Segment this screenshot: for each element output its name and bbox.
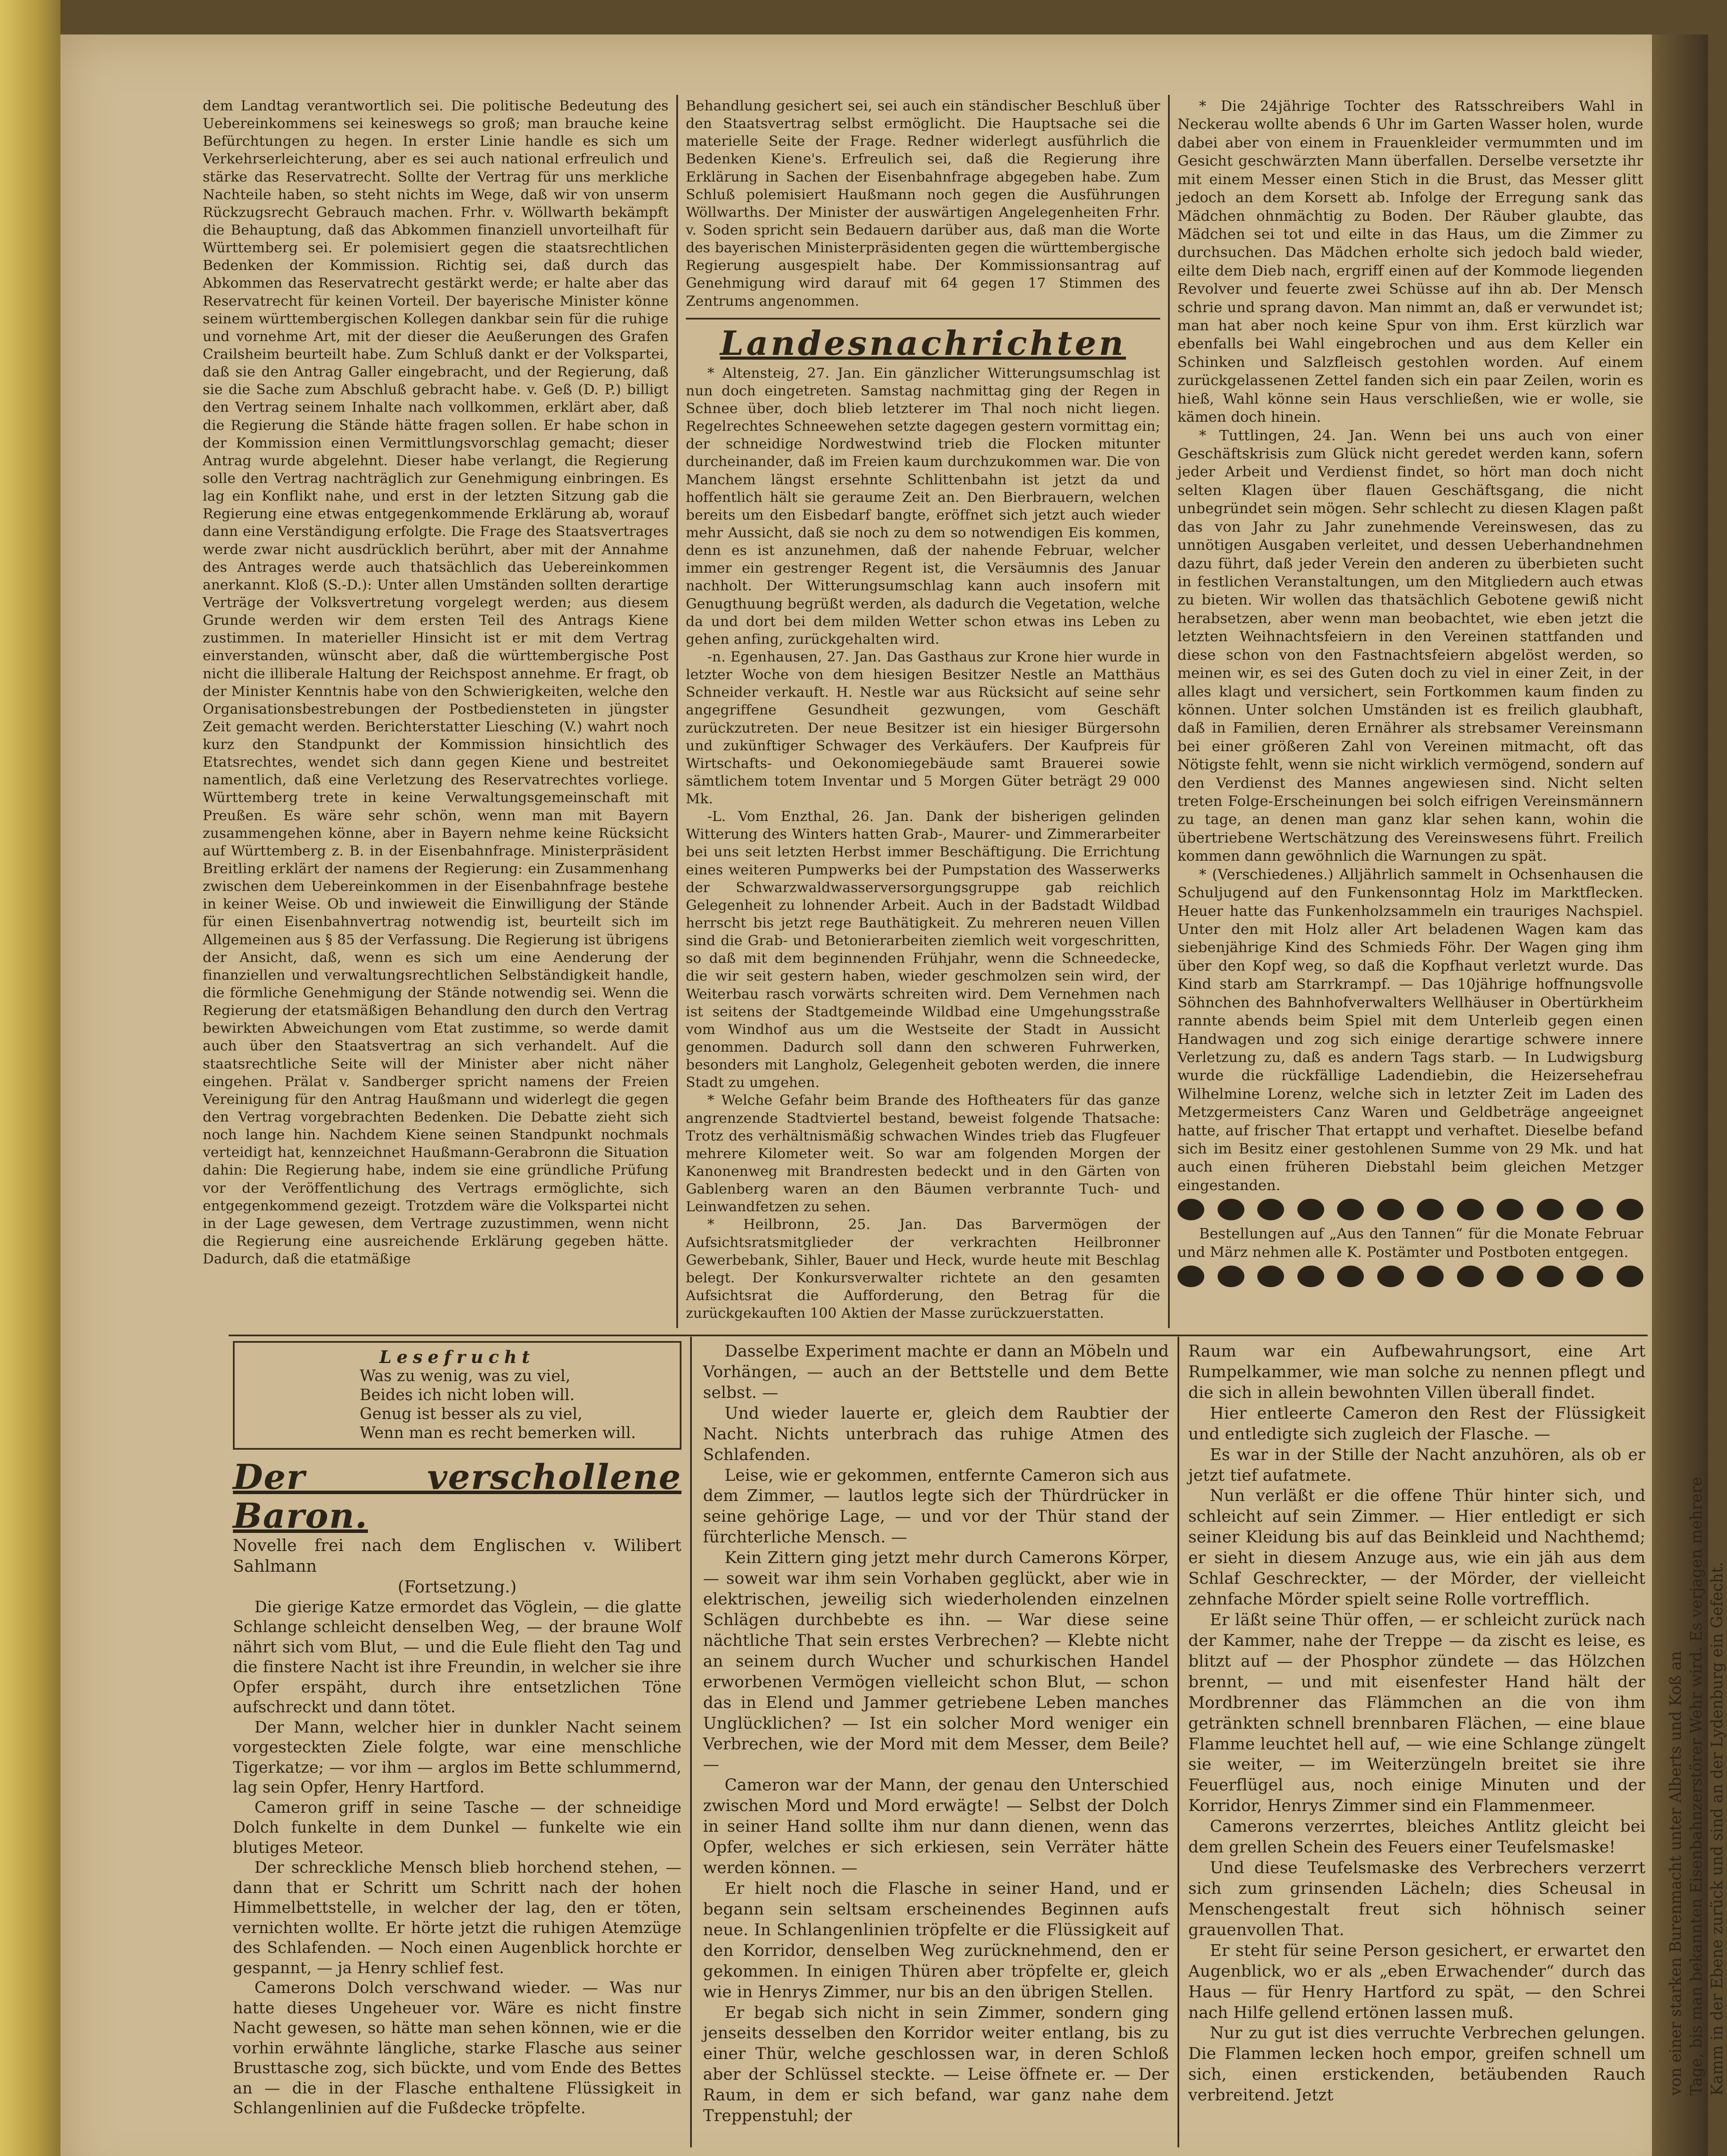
- serial-paragraph: Kein Zittern ging jetzt mehr durch Camerons Körper, — soweit war ihm sein Vorhaben geglückt, aber wie in elektrischen, jeweilig sich wiederholenden einzelnen Schlägen durchbebte es ihn. — War diese seine nächtliche That sein erstes Verbrechen? — Klebte nicht an seinem durch Wucher und schurkischen Handel erworbenen Vermögen vielleicht schon Blut, — schon das in Elend und Jammer getriebene Leben manches Unglücklichen? — Ist ein solcher Mord weniger ein Verbrechen, wie der Mord mit dem Messer, dem Beile? —: [703, 1548, 1169, 1774]
- serial-paragraph: Der schreckliche Mensch blieb horchend stehen, — dann that er Schritt um Schritt nach der hohen Himmelbettstelle, in welcher der lag, den er töten, vernichten wollte. Er hörte jetzt die ruhigen Atemzüge des Schlafenden. — Noch einen Augenblick horchte er gespannt, — ja Henry schlief fest.: [233, 1858, 681, 1977]
- serial-column-1: [233, 1341, 681, 2118]
- news-heilbronn: * Heilbronn, 25. Jan. Das Barvermögen der Aufsichtsratsmitglieder der verkrachten Heilbronner Gewerbebank, Sihler, Bauer und Heck, wurde heute mit Beschlag belegt. Der Konkursverwalter richtete an den gesamten Aufsichtsrat die Aufforderung, den Betrag für die zurückgekauften 100 Aktien der Masse zurückzuerstatten.: [686, 1216, 1160, 1322]
- facing-page-line: Kamm in der Ebene zurück und sind an der Lydenburg ein Gefecht.: [1708, 1562, 1726, 2096]
- news-egenhausen: -n. Egenhausen, 27. Jan. Das Gasthaus zur Krone hier wurde in letzter Woche von dem hiesigen Besitzer Nestle an Matthäus Schneider verkauft. H. Nestle war aus Rücksicht auf seine sehr angegriffene Gesundheit gezwungen, vom Geschäft zurückzutreten. Der neue Besitzer ist ein hiesiger Bürgersohn und zukünftiger Schwager des Verkäufers. Der Kaufpreis für Wirtschafts- und Oekonomiegebäude samt Brauerei sowie sämtlichem totem Inventar und 5 Morgen Güter beträgt 29 000 Mk.: [686, 648, 1160, 807]
- lesefrucht-box: [233, 1341, 681, 1450]
- serial-paragraph: Raum war ein Aufbewahrungsort, eine Art Rumpelkammer, wie man solche zu nennen pflegt und die sich in allein bewohnten Villen überall findet.: [1188, 1341, 1645, 1402]
- serial-paragraph: Cameron griff in seine Tasche — der schneidige Dolch funkelte in dem Dunkel — funkelte wie ein blutiges Meteor.: [233, 1798, 681, 1857]
- serial-paragraph: Camerons verzerrtes, bleiches Antlitz gleicht bei dem grellen Schein des Feuers einer Teufelsmaske!: [1188, 1817, 1645, 1857]
- serial-paragraph: Leise, wie er gekommen, entfernte Cameron sich aus dem Zimmer, — lautlos legte sich der Thürdrücker in seine gehörige Lage, — und vor der Thür stand der fürchterliche Mensch. —: [703, 1465, 1169, 1547]
- lesefrucht-line: Was zu wenig, was zu viel,: [360, 1367, 571, 1385]
- landesnachrichten-heading: Landesnachrichten: [720, 323, 1126, 363]
- column-2: [686, 97, 1160, 1322]
- news-verschiedenes: * (Verschiedenes.) Alljährlich sammelt in Ochsenhausen die Schuljugend auf den Funkensonntag Holz im Marktflecken. Heuer hatte das Funkenholzsammeln ein trauriges Nachspiel. Unter den mit Holz aller Art beladenen Wagen kam das siebenjährige Kind des Schmieds Föhr. Der Wagen ging ihm über den Kopf weg, so daß die Kopfhaut verletzt wurde. Das Kind starb am Starrkrampf. — Das 10jährige hoffnungsvolle Söhnchen des Bahnhofverwalters Wellhäuser in Obertürkheim rannte abends beim Spiel mit dem Unterleib gegen einen Handwagen und zog sich einige derartige schwere innere Verletzung zu, daß es andern Tags starb. — In Ludwigsburg wurde die rückfällige Ladendiebin, die Heizersehefrau Wilhelmine Lorenz, welche sich in letzter Zeit im Laden des Metzgermeisters Canz Waren und Geldbeträge angeeignet hatte, auf frischer That ertappt und verhaftet. Dieselbe befand sich im Besitz einer gestohlenen Summe von 29 Mk. und hat auch einen früheren Diebstahl beim gleichen Metzger eingestanden.: [1178, 865, 1643, 1194]
- lesefrucht-line: Beides ich nicht loben will.: [360, 1386, 575, 1404]
- serial-paragraph: Es war in der Stille der Nacht anzuhören, als ob er jetzt tief aufatmete.: [1188, 1445, 1645, 1485]
- column-rule-2: [1168, 95, 1170, 1328]
- serial-paragraph: Die gierige Katze ermordet das Vöglein, — die glatte Schlange schleicht denselben Weg, — der braune Wolf nährt sich vom Blut, — und die Eule flieht den Tag und die finstere Nacht ist ihre Freundin, in welcher sie ihre Opfer erspäht, durch ihre entsetzlichen Töne aufschreckt und dann tötet.: [233, 1598, 681, 1717]
- serial-paragraph: Camerons Dolch verschwand wieder. — Was nur hatte dieses Ungeheuer vor. Wäre es nicht finstre Nacht gewesen, so hätte man sehen können, wie er die vorhin erwähnte längliche, starke Flasche aus seiner Brusttasche zog, sich bückte, und vom Ende des Bettes an — die in der Flasche enthaltene Flüssigkeit in Schlangenlinien auf die Fußdecke tröpfelte.: [233, 1978, 681, 2118]
- serial-column-2: [703, 1341, 1169, 2126]
- news-altensteig: * Altensteig, 27. Jan. Ein gänzlicher Witterungsumschlag ist nun doch eingetreten. Samstag nachmittag ging der Regen in Schnee über, doch blieb letzterer im Thal noch nicht liegen. Regelrechtes Schneewehen setzte dagegen gestern vormittag ein; der schneidige Nordwestwind trieb die Flocken mitunter durcheinander, daß im Freien kaum durchzukommen war. Die von Manchem längst ersehnte Schlittenbahn ist jetzt da und hoffentlich hält sie geraume Zeit an. Den Bierbrauern, welchen bereits um den Eisbedarf bangte, eröffnet sich jetzt auch wieder mehr Aussicht, daß sie noch zu dem so notwendigen Eis kommen, denn es ist anzunehmen, daß der nahende Februar, welcher immer ein gestrenger Regent ist, die Versäumnis des Januar nachholt. Der Witterungsumschlag kann auch insofern mit Genugthuung begrüßt werden, als dadurch die Vegetation, welche da und dort bei dem milden Wetter schon etwas ins Leben zu gehen anfing, zurückgehalten wird.: [686, 364, 1160, 647]
- section-rule: [686, 318, 1160, 320]
- ornament-row-bottom: [1178, 1261, 1643, 1291]
- news-neckerau: * Die 24jährige Tochter des Ratsschreibers Wahl in Neckerau wollte abends 6 Uhr im Garten Wasser holen, wurde dabei aber von einem in Frauenkleider vermummten und im Gesicht geschwärzten Mann überfallen. Derselbe versetzte ihr mit einem Messer einen Stich in die Brust, das Messer glitt jedoch an dem Korsett ab. Infolge der Erregung sank das Mädchen ohnmächtig zu Boden. Der Räuber glaubte, das Mädchen sei tot und eilte in das Haus, um die Zimmer zu durchsuchen. Das Mädchen erholte sich jedoch bald wieder, eilte dem Dieb nach, ergriff einen auf der Kommode liegenden Revolver und feuerte zwei Schüsse auf ihn ab. Der Mensch schrie und sprang davon. Man nimmt an, daß er verwundet ist; man hat aber noch keine Spur von ihm. Erst kürzlich war ebenfalls bei Wahl eingebrochen und aus dem Keller ein Schinken und Salzfleisch gestohlen worden. Auf einem zurückgelassenen Zettel fanden sich ein paar Zeilen, worin es hieß, Wahl könne sein Haus verschließen, wie er wolle, sie kämen doch hinein.: [1178, 97, 1643, 426]
- serial-continuation: (Fortsetzung.): [398, 1577, 517, 1596]
- serial-title: Der verschollene Baron.: [233, 1457, 681, 1536]
- serial-paragraph: Nur zu gut ist dies verruchte Verbrechen gelungen. Die Flammen lecken hoch empor, greifen schnell um sich, einen erstickenden, betäubenden Rauch verbreitend. Jetzt: [1188, 2023, 1645, 2105]
- serial-paragraph: Nun verläßt er die offene Thür hinter sich, und schleicht auf sein Zimmer. — Hier entledigt er sich seiner Kleidung bis auf das Beinkleid und Nachthemd; er sieht in diesem Anzuge aus, wie ein jäh aus dem Schlaf Geschreckter, — der Mörder, der vielleicht zehnfache Mörder spielt seine Rolle vortrefflich.: [1188, 1486, 1645, 1609]
- serial-paragraph: Dasselbe Experiment machte er dann an Möbeln und Vorhängen, — auch an der Bettstelle und dem Bette selbst. —: [703, 1341, 1169, 1402]
- lesefrucht-title: Lesefrucht: [379, 1347, 535, 1367]
- facing-page-line: Tage, bis man bekannten Eisenbahnzerstörer Wehr wird. Es verjagen mehrere: [1688, 1477, 1705, 2096]
- lesefrucht-line: Wenn man es recht bemerken will.: [360, 1424, 636, 1442]
- serial-paragraph: Und wieder lauerte er, gleich dem Raubtier der Nacht. Nichts unterbrach das ruhige Atmen des Schlafenden.: [703, 1403, 1169, 1464]
- serial-paragraph: Und diese Teufelsmaske des Verbrechers verzerrt sich zum grinsenden Lächeln; dies Scheusal in Menschengestalt freut sich höhnisch seiner grauenvollen That.: [1188, 1858, 1645, 1939]
- serial-paragraph: Er läßt seine Thür offen, — er schleicht zurück nach der Kammer, nahe der Treppe — da zischt es leise, es blitzt auf — der Phosphor zündete — das Hölzchen brennt, — und mit eisenfester Hand hält der Mordbrenner das Flämmchen an die von ihm getränkten schnell brennbaren Flächen, — eine blaue Flamme leuchtet hell auf, — wie eine Schlange züngelt sie weiter, — im Weiterzüngeln breitet sie ihre Feuerflügel aus, noch einige Minuten und der Korridor, Henrys Zimmer sind ein Flammenmeer.: [1188, 1610, 1645, 1815]
- feuilleton-rule: [229, 1335, 1648, 1336]
- serial-rule-1: [690, 1337, 692, 2147]
- news-hoftheater: * Welche Gefahr beim Brande des Hoftheaters für das ganze angrenzende Stadtviertel bestand, beweist folgende Thatsache: Trotz des verhältnismäßig schwachen Windes trieb das Flugfeuer mehrere Kilometer weit. So war am folgenden Morgen der Kanonenweg mit Brandresten bedeckt und in den Gärten von Gablenberg waren an den Bäumen verbrannte Tuch- und Leinwandfetzen zu sehen.: [686, 1092, 1160, 1215]
- ornament-row-top: [1178, 1194, 1643, 1225]
- serial-paragraph: Cameron war der Mann, der genau den Unterschied zwischen Mord und Mord erwägte! — Selbst der Dolch in seiner Hand sollte ihm nur dann dienen, wenn das Opfer, welches er sich erkiesen, sein Verräter hätte werden können. —: [703, 1775, 1169, 1877]
- subscription-notice: Bestellungen auf „Aus den Tannen“ für die Monate Februar und März nehmen alle K. Postämter und Postboten entgegen.: [1178, 1225, 1643, 1260]
- serial-column-3: [1188, 1341, 1645, 2106]
- news-tuttlingen: * Tuttlingen, 24. Jan. Wenn bei uns auch von einer Geschäftskrisis zum Glück nicht geredet werden kann, sofern jeder Arbeit und Verdienst findet, so hört man doch nicht selten Klagen über flauen Geschäftsgang, die nicht unbegründet sein mögen. Sehr schlecht zu diesen Klagen paßt das von Jahr zu Jahr zunehmende Vereinswesen, das zu unnötigen Ausgaben verleitet, und dessen Ueberhandnehmen dazu führt, daß jeder Verein den anderen zu überbieten sucht in festlichen Veranstaltungen, um den Mitgliedern auch etwas zu bieten. Wir wollen das thatsächlich Gebotene gewiß nicht herabsetzen, aber wenn man beobachtet, wie eben jetzt die letzten Weihnachtsfeiern in den Vereinen stattfanden und diese schon von den Fastnachtsfeiern abgelöst werden, so meinen wir, es sei des Guten doch zu viel in einer Zeit, in der alles klagt und versichert, sein Fortkommen kaum finden zu können. Unter solchen Umständen ist es freilich glaubhaft, daß in Familien, deren Ernährer als strebsamer Vereinsmann bei einer größeren Zahl von Vereinen mitmacht, oft das Nötigste fehlt, wenn sie nicht wirklich vermögend, sondern auf den Verdienst des Mannes angewiesen sind. Nicht selten treten Folge-Erscheinungen bei solch eifrigen Vereinsmännern zu tage, an denen man ganz klar sehen kann, wohin die übertriebene Wertschätzung des Vereinswesens führt. Freilich kommen dann gewöhnlich die Warnungen zu spät.: [1178, 426, 1643, 865]
- serial-paragraph: Er begab sich nicht in sein Zimmer, sondern ging jenseits desselben den Korridor weiter entlang, bis zu einer Thür, welche geschlossen war, in deren Schloß aber der Schlüssel steckte. — Leise öffnete er. — Der Raum, in dem er sich befand, war ganz nahe dem Treppenstuhl; der: [703, 2002, 1169, 2125]
- serial-paragraph: Er steht für seine Person gesichert, er erwartet den Augenblick, wo er als „eben Erwachender“ durch das Haus — für Henry Hartford zu spät, — den Schrei nach Hilfe gellend ertönen lassen muß.: [1188, 1940, 1645, 2022]
- serial-paragraph: Hier entleerte Cameron den Rest der Flüssigkeit und entledigte sich zugleich der Flasche. —: [1188, 1403, 1645, 1443]
- lesefrucht-line: Genug ist besser als zu viel,: [360, 1405, 583, 1423]
- facing-page-strip: [1665, 112, 1726, 2096]
- column-rule-1: [676, 95, 678, 1328]
- article-landtag-part1: dem Landtag verantwortlich sei. Die politische Bedeutung des Uebereinkommens sei keineswegs so groß; man brauche keine Befürchtungen zu hegen. In erster Linie handle es sich um Verkehrserleichterung, aber es sei auch national erfreulich und stärke das Reservatrecht. Sollte der Vertrag für uns merkliche Nachteile haben, so steht nichts im Wege, daß wir von unserm Rückzugsrecht Gebrauch machen. Frhr. v. Wöllwarth bekämpft die Behauptung, daß das Abkommen finanziell unvorteilhaft für Württemberg sei. Er polemisiert gegen die staatsrechtlichen Bedenken der Kommission. Richtig sei, daß durch das Abkommen das Reservatrecht gestärkt werde; er halte aber das Reservatrecht für keinen Vorteil. Der bayerische Minister könne seinem württembergischen Kollegen dankbar sein für die ruhige und vornehme Art, mit der dieser die Aeußerungen des Grafen Crailsheim beurteilt habe. Zum Schluß dankt er der Volkspartei, daß sie den Antrag Galler eingebracht, und der Regierung, daß sie die Sache zum Abschluß gebracht habe. v. Geß (D. P.) billigt den Vertrag seinem Inhalte nach vollkommen, erklärt aber, daß die Regierung die Stände hätte fragen sollen. Er habe schon in der Kommission einen Vermittlungsvorschlag gemacht; dieser Antrag wurde abgelehnt. Dieser habe verlangt, die Regierung solle den Vertrag nachträglich zur Genehmigung einbringen. Es lag ein Konflikt nahe, und erst in der letzten Sitzung gab die Regierung eine etwas entgegenkommende Erklärung ab, worauf dann eine Verständigung erfolgte. Die Frage des Staatsvertrages werde zwar nicht ausdrücklich berührt, aber mit der Annahme des Antrages werde auch thatsächlich das Uebereinkommen anerkannt. Kloß (S.-D.): Unter allen Umständen sollten derartige Verträge der Volksvertretung vorgelegt werden; aus diesem Grunde werden wir dem ersten Teil des Antrags Kiene zustimmen. In materieller Hinsicht ist er mit dem Vertrag einverstanden, wünscht aber, daß die württembergische Post nicht die illiberale Haltung der Reichspost annehme. Er fragt, ob der Minister Kenntnis habe von den Schwierigkeiten, welche den Organisationsbestrebungen der Postbediensteten in jüngster Zeit gemacht werden. Berichterstatter Liesching (V.) wahrt noch kurz den Standpunkt der Kommission hinsichtlich des Etatsrechtes, wendet sich dann gegen Kiene und bestreitet namentlich, daß eine Verletzung des Reservatrechtes vorliege. Württemberg trete in keine Verwaltungsgemeinschaft mit Preußen. Es wäre sehr schön, wenn man mit Bayern zusammengehen könne, aber in Bayern nehme keine Rücksicht auf Württemberg z. B. in der Eisenbahnfrage. Ministerpräsident Breitling erklärt der namens der Regierung: ein Zusammenhang zwischen dem Uebereinkommen in der Eisenbahnfrage bestehe in keiner Weise. Ob und inwieweit die Einwilligung der Stände für einen Eisenbahnvertrag notwendig ist, beurteilt sich im Allgemeinen aus § 85 der Verfassung. Die Regierung ist übrigens der Ansicht, daß, wenn es sich um eine Aenderung der finanziellen und verwaltungsrechtlichen Selbständigkeit handle, die förmliche Genehmigung der Stände notwendig sei. Wenn die Regierung der etatsmäßigen Behandlung den durch den Vertrag bewirkten Abweichungen vom Etat zustimme, so werde damit auch über den Staatsvertrag an sich verhandelt. Auf die staatsrechtliche Seite will der Minister aber nicht näher eingehen. Prälat v. Sandberger spricht namens der Freien Vereinigung für den Antrag Haußmann und widerlegt die gegen den Vertrag vorgebrachten Bedenken. Die Debatte zieht sich noch lange hin. Nachdem Kiene seinen Standpunkt nochmals verteidigt hat, kennzeichnet Haußmann-Gerabronn die Situation dahin: Die Regierung habe, indem sie eine gründliche Prüfung vor der Veröffentlichung des Vertrags ermöglichte, sich entgegenkommend gezeigt. Trotzdem wäre die Volkspartei nicht in der Lage gewesen, dem Vertrage zuzustimmen, wenn nicht die Regierung eine ausreichende Erklärung gegeben hätte. Dadurch, daß die etatmäßige: [203, 97, 669, 1267]
- column-1: [203, 97, 669, 1268]
- serial-rule-2: [1178, 1337, 1179, 2147]
- serial-paragraph: Der Mann, welcher hier in dunkler Nacht seinem vorgesteckten Ziele folgte, war eine menschliche Tigerkatze; — vor ihm — arglos im Bette schlummernd, lag sein Opfer, Henry Hartford.: [233, 1717, 681, 1797]
- facing-page-line: von einer starken Burenmacht unter Alberts und Koß an: [1667, 1651, 1685, 2096]
- serial-paragraph: Er hielt noch die Flasche in seiner Hand, und er begann sein seltsam erscheinendes Beginnen aufs neue. In Schlangenlinien tröpfelte er die Flüssigkeit auf den Korridor, denselben Weg zurücknehmend, den er gekommen. In einigen Thüren aber tröpfelte er, gleich wie in Henrys Zimmer, nur bis an den übrigen Stellen.: [703, 1878, 1169, 2001]
- article-landtag-part2: Behandlung gesichert sei, sei auch ein ständischer Beschluß über den Staatsvertrag selbst ermöglicht. Die Hauptsache sei die materielle Seite der Frage. Redner widerlegt ausführlich die Bedenken Kiene's. Erfreulich sei, daß die Regierung ihre Erklärung in Sachen der Eisenbahnfrage abgegeben habe. Zum Schluß polemisiert Haußmann noch gegen die Ausführungen Wöllwarths. Der Minister der auswärtigen Angelegenheiten Frhr. v. Soden spricht sein Bedauern darüber aus, daß man die Worte des bayerischen Ministerpräsidenten gegen die württembergische Regierung ausgespielt habe. Der Kommissionsantrag auf Genehmigung wird darauf mit 64 gegen 17 Stimmen des Zentrums angenommen.: [686, 97, 1160, 309]
- news-enzthal: -L. Vom Enzthal, 26. Jan. Dank der bisherigen gelinden Witterung des Winters hatten Grab-, Maurer- und Zimmerarbeiter bei uns seit letzten Herbst immer Beschäftigung. Die Errichtung eines weiteren Pumpwerks bei der Pumpstation des Wasserwerks der Schwarzwaldwasserversorgungsgruppe gab reichlich Gelegenheit zu lohnender Arbeit. Auch in der Badstadt Wildbad herrscht bis jetzt rege Bauthätigkeit. Zu mehreren neuen Villen sind die Grab- und Betonierarbeiten ziemlich weit vorgeschritten, so daß mit dem beginnenden Frühjahr, wenn die Schneedecke, die wir seit gestern haben, wieder geschmolzen sein wird, der Weiterbau rasch vorwärts schreiten wird. Dem Vernehmen nach ist seitens der Stadtgemeinde Wildbad eine Umgehungsstraße vom Windhof aus um die Westseite der Stadt in Aussicht genommen. Dadurch soll dann den schweren Fuhrwerken, besonders mit Langholz, Gelegenheit geboten werden, die innere Stadt zu umgehen.: [686, 808, 1160, 1091]
- serial-subtitle: Novelle frei nach dem Englischen v. Wilibert Sahlmann: [233, 1536, 681, 1576]
- book-binding-left: [0, 0, 60, 2156]
- column-3: [1178, 97, 1643, 1291]
